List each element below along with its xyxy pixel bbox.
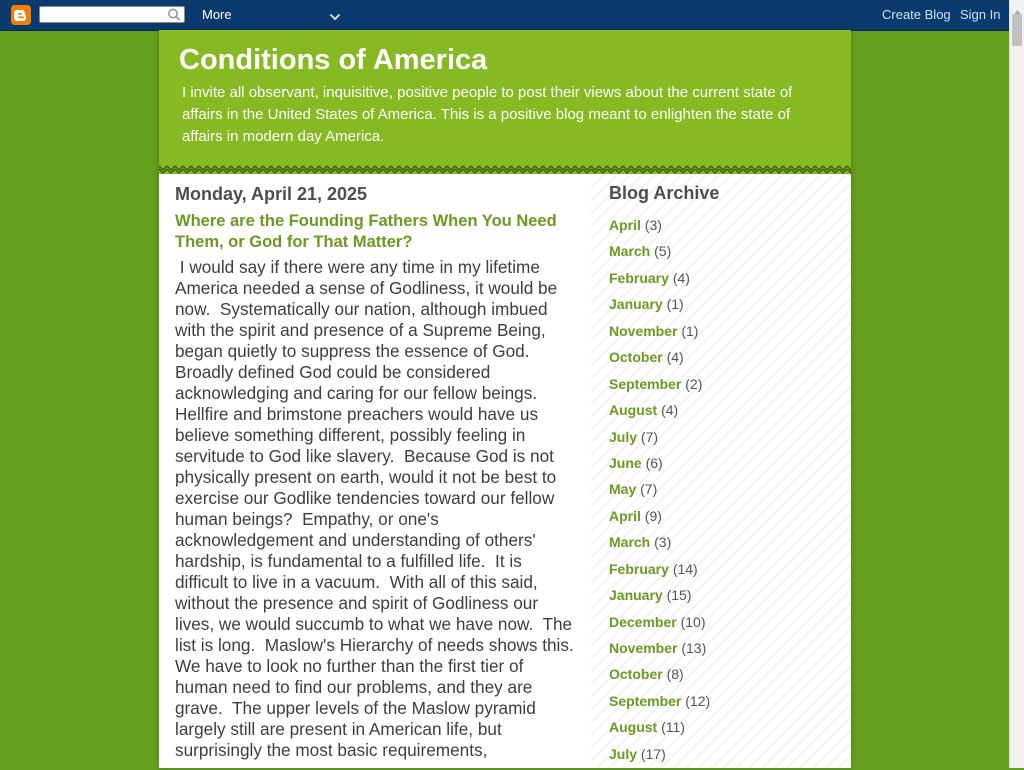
sign-in-link[interactable]: Sign In: [960, 7, 1001, 22]
archive-month-link[interactable]: November: [609, 640, 678, 656]
post-date-header: Monday, April 21, 2025: [175, 184, 368, 204]
archive-item: [609, 532, 710, 558]
archive-month-link[interactable]: September: [609, 375, 682, 392]
blogger-logo-icon[interactable]: [11, 5, 31, 25]
archive-count: (4): [672, 269, 690, 286]
archive-count: (3): [654, 534, 672, 551]
archive-count: (1): [681, 322, 699, 339]
archive-month-link[interactable]: June: [609, 454, 642, 471]
archive-item: [609, 612, 710, 638]
archive-item: [609, 717, 710, 743]
archive-item: [609, 691, 710, 717]
archive-month-link[interactable]: January: [609, 587, 663, 604]
blog-outer-wrapper: [159, 30, 851, 768]
more-menu[interactable]: More: [202, 7, 232, 22]
blogger-navbar: [0, 0, 1009, 31]
archive-count: (15): [666, 587, 692, 604]
archive-count: (3): [644, 217, 662, 233]
archive-item: [609, 294, 710, 320]
archive-count: (4): [661, 402, 679, 419]
blog-description: I invite all observant, inquisitive, positive people to post their views about the current state of affairs in the United States of America. This is a positive blog meant to enlighten the state of affairs in modern day America.: [182, 84, 793, 145]
blog-archive-title: Blog Archive: [609, 183, 720, 203]
archive-item: [609, 506, 710, 532]
archive-month-link[interactable]: September: [609, 692, 682, 709]
archive-item: [609, 638, 710, 664]
archive-item: [609, 453, 710, 479]
archive-count: (14): [672, 560, 698, 577]
archive-item: [609, 241, 710, 267]
search-icon[interactable]: [165, 6, 185, 23]
header-zigzag-divider: [159, 164, 851, 174]
archive-item: [609, 479, 710, 505]
archive-item: [609, 347, 710, 373]
archive-month-link[interactable]: February: [609, 269, 669, 286]
archive-count: (13): [681, 640, 707, 656]
archive-list: [609, 215, 710, 770]
archive-item: [609, 744, 710, 770]
archive-item: [609, 559, 710, 585]
archive-month-link[interactable]: July: [609, 428, 638, 445]
archive-count: (10): [680, 613, 706, 630]
archive-count: (7): [640, 428, 659, 445]
archive-item: [609, 268, 710, 294]
archive-item: [609, 215, 710, 241]
archive-month-link[interactable]: April: [609, 217, 641, 233]
archive-count: (5): [654, 243, 672, 260]
archive-count: (7): [640, 481, 658, 498]
chevron-down-icon[interactable]: [329, 9, 341, 27]
archive-count: (9): [644, 507, 662, 524]
archive-count: (4): [666, 349, 684, 366]
archive-month-link[interactable]: February: [609, 560, 669, 577]
scroll-thumb[interactable]: [1012, 14, 1022, 46]
archive-month-link[interactable]: December: [609, 613, 677, 630]
archive-count: (6): [645, 454, 663, 471]
archive-count: (1): [666, 296, 684, 313]
archive-month-link[interactable]: March: [609, 534, 651, 551]
blog-header: [159, 30, 851, 166]
archive-item: [609, 321, 710, 347]
blog-title[interactable]: Conditions of America: [179, 44, 488, 76]
archive-count: (11): [661, 719, 685, 736]
archive-item: [609, 585, 710, 611]
page-scrollbar[interactable]: [1009, 0, 1024, 768]
archive-month-link[interactable]: January: [609, 296, 663, 313]
archive-month-link[interactable]: August: [609, 402, 658, 419]
archive-month-link[interactable]: July: [609, 745, 638, 762]
archive-month-link[interactable]: August: [609, 719, 658, 736]
sidebar: [591, 174, 851, 768]
archive-month-link[interactable]: April: [609, 507, 641, 524]
archive-item: [609, 400, 710, 426]
archive-item: [609, 664, 710, 690]
archive-count: (12): [685, 692, 711, 709]
post-body: I would say if there were any time in my lifetime America needed a sense of Godliness, it would be now. Systematically our nation, although imbued with the spirit and presence of a Supreme Being, began quietly to suppress the essence of God. Broadly defined God could be considered acknowledging and caring for our fellow beings. Hellfire and brimstone preachers would have us believe something different, possibly feeling in servitude to God like slavery. Because God is not physically present on earth, would it not be best to exercise our Godlike tendencies toward our fellow human beings? Empathy, or one's acknowledgement and understanding of others' hardship, is fundamental to a fulfilled life. It is difficult to live in a vacuum. With all of this said, without the presence and spirit of Godliness our lives, we would succumb to what we have now. The list is long. Maslow's Hierarchy of needs shows this. We have to look no further than the first tier of human need to find our problems, and they are grave. The upper levels of the Maslow pyramid largely still are present in American life, but surprisingly the most basic requirements,: [175, 257, 584, 760]
archive-item: [609, 427, 710, 453]
search-input[interactable]: [39, 6, 185, 23]
post-title[interactable]: Where are the Founding Fathers When You Need Them, or God for That Matter?: [175, 212, 557, 251]
archive-month-link[interactable]: October: [609, 349, 663, 366]
archive-month-link[interactable]: May: [609, 481, 637, 498]
archive-count: (8): [666, 666, 684, 683]
archive-month-link[interactable]: March: [609, 243, 651, 260]
archive-count: (2): [685, 375, 703, 392]
archive-month-link[interactable]: November: [609, 322, 678, 339]
archive-count: (17): [640, 745, 666, 762]
archive-month-link[interactable]: October: [609, 666, 663, 683]
create-blog-link[interactable]: Create Blog: [882, 7, 951, 22]
archive-item: [609, 374, 710, 400]
